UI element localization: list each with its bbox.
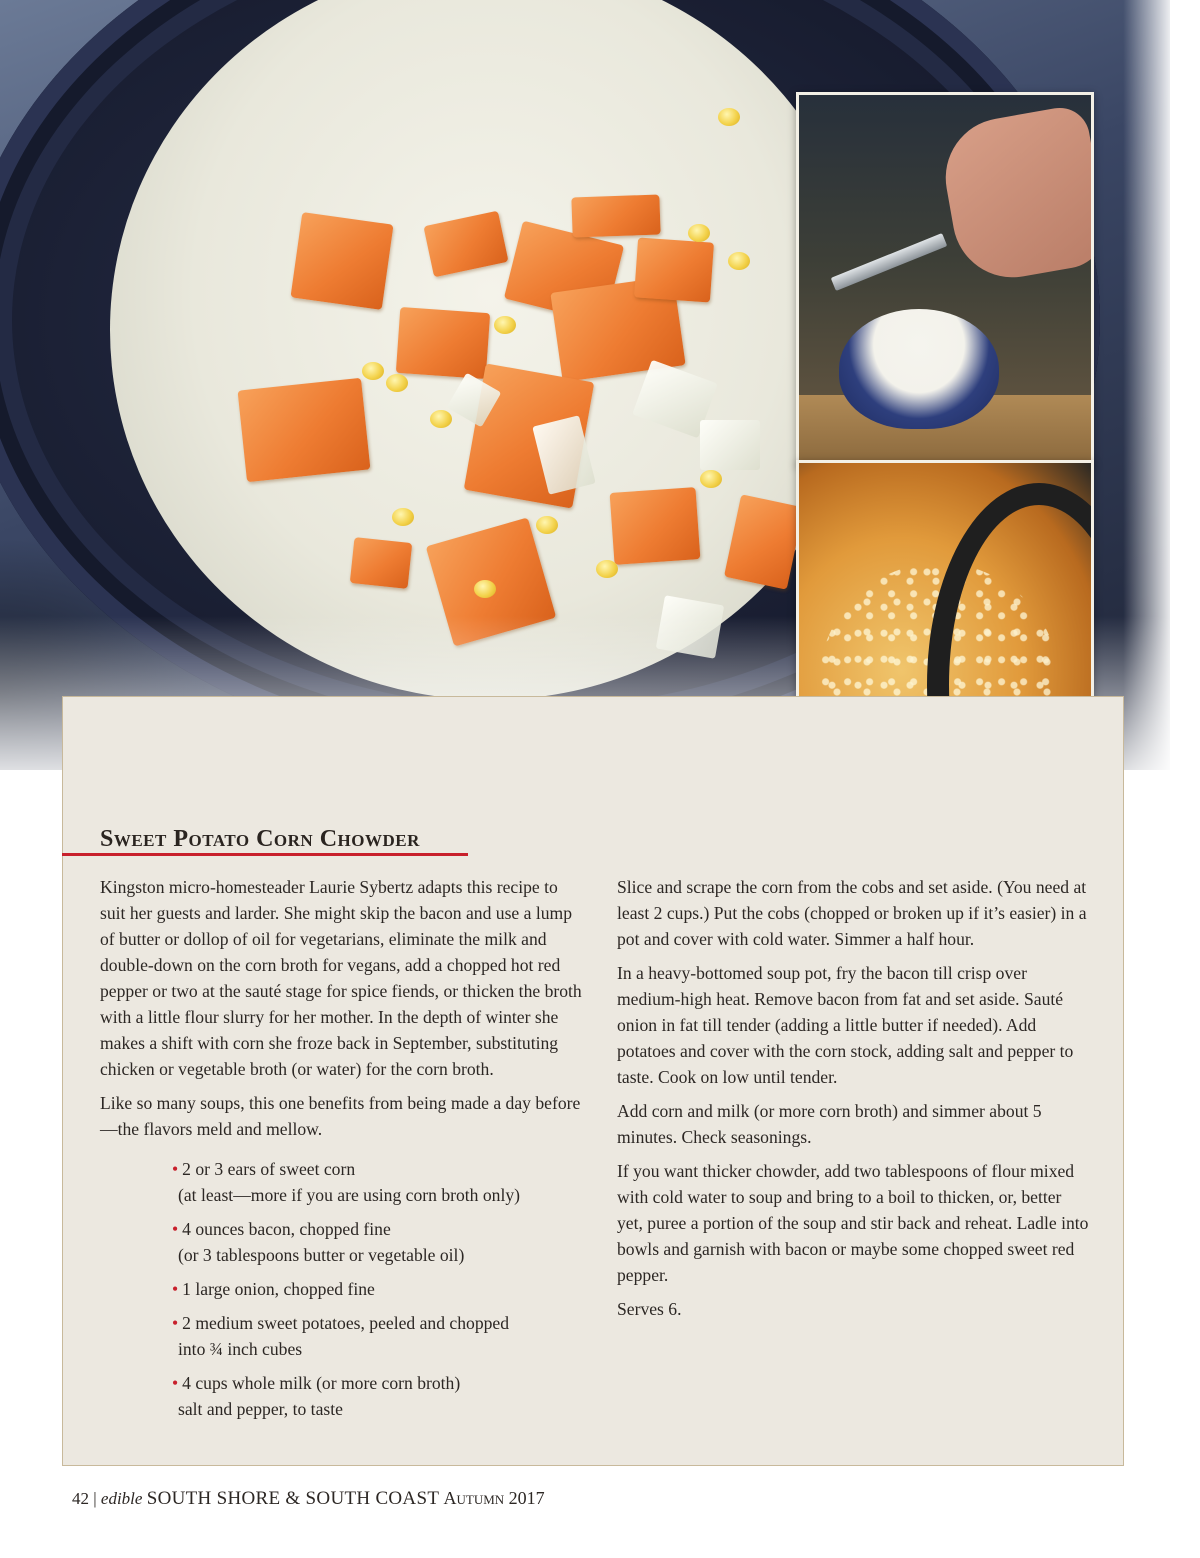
sweet-potato-chunk <box>634 237 714 302</box>
direction-paragraph: Add corn and milk (or more corn broth) and simmer about 5 minutes. Check seasonings. <box>617 1101 1042 1147</box>
corn-kernel <box>728 252 750 270</box>
corn-kernel <box>430 410 452 428</box>
ingredient-note: salt and pepper, to taste <box>178 1399 343 1419</box>
issue-label: Autumn 2017 <box>443 1488 545 1508</box>
corn-kernel <box>494 316 516 334</box>
ingredient-item <box>172 1216 582 1268</box>
direction-paragraph: Slice and scrape the corn from the cobs and set aside. (You need at least 2 cups.) Put the cobs (chopped or broken up if it’s easier) in a pot and cover with cold water. Simmer a half hour. <box>617 877 1087 949</box>
intro-paragraph: Kingston micro-homesteader Laurie Sybertz adapts this recipe to suit her guests and larder. She might skip the bacon and use a lump of butter or dollop of oil for vegetarians, eliminate the milk and double-down on the corn broth for vegans, add a chopped hot red pepper or two at the sauté stage for spice fiends, or thicken the broth with a little flour slurry for her mother. In the depth of winter she makes a shift with corn she froze back in September, substituting chicken or vegetable broth (or water) for the corn broth. <box>100 877 582 1079</box>
ingredient-note: (or 3 tablespoons butter or vegetable oil) <box>178 1245 465 1265</box>
bullet: • <box>172 1219 179 1239</box>
corn-kernel <box>536 516 558 534</box>
onion-piece <box>700 420 760 470</box>
ingredient-item <box>172 1310 582 1362</box>
corn-kernel <box>688 224 710 242</box>
ingredient-text: 2 medium sweet potatoes, peeled and chopped <box>182 1313 510 1333</box>
recipe-left-column <box>100 874 582 1430</box>
bullet: • <box>172 1373 179 1393</box>
knife <box>831 233 948 291</box>
ingredient-item <box>172 1156 582 1208</box>
sweet-potato-chunk <box>238 378 371 482</box>
corn-kernel <box>718 108 740 126</box>
page-number: 42 <box>72 1489 89 1508</box>
sweet-potato-chunk <box>571 194 660 237</box>
sweet-potato-chunk <box>396 307 490 379</box>
corn-kernel <box>362 362 384 380</box>
corn-kernel <box>700 470 722 488</box>
bullet: • <box>172 1313 179 1333</box>
ingredient-text: 4 ounces bacon, chopped fine <box>182 1219 391 1239</box>
footer-separator: | <box>93 1489 97 1508</box>
ingredient-text: 1 large onion, chopped fine <box>182 1279 375 1299</box>
recipe-title: Sweet Potato Corn Chowder <box>100 826 420 852</box>
direction-paragraph: In a heavy-bottomed soup pot, fry the bacon till crisp over medium-high heat. Remove bacon from fat and set aside. Sauté onion in fat till tender (adding a little butter if needed). Add potatoes and cover with the corn stock, adding salt and pepper to taste. Cook on low until tender. <box>617 963 1074 1087</box>
bullet: • <box>172 1279 179 1299</box>
ingredient-note: (at least—more if you are using corn broth only) <box>178 1185 521 1205</box>
corn-kernel <box>474 580 496 598</box>
servings: Serves 6. <box>617 1299 682 1319</box>
hand <box>936 103 1094 287</box>
brand-name: SOUTH SHORE & SOUTH COAST <box>146 1488 440 1509</box>
direction-paragraph: If you want thicker chowder, add two tablespoons of flour mixed with cold water to soup and bring to a boil to thicken, or, better yet, puree a portion of the soup and stir back and reheat. Ladle into bowls and garnish with bacon or maybe some chopped sweet red pepper. <box>617 1161 1089 1285</box>
ingredient-note: into ¾ inch cubes <box>178 1339 303 1359</box>
corn-kernel <box>386 374 408 392</box>
bundt-pan-with-corn <box>839 309 999 429</box>
corn-kernel <box>596 560 618 578</box>
intro-paragraph: Like so many soups, this one benefits from being made a day before—the flavors meld and mellow. <box>100 1093 581 1139</box>
ingredient-list <box>172 1156 582 1422</box>
inset-photo-scraping-corn <box>796 92 1094 466</box>
sweet-potato-chunk <box>290 212 393 310</box>
corn-kernel <box>392 508 414 526</box>
brand-prefix: edible <box>100 1489 143 1508</box>
ingredient-item <box>172 1370 582 1422</box>
recipe-right-column <box>617 874 1091 1330</box>
ingredient-item <box>172 1276 582 1302</box>
onion-piece <box>656 595 724 659</box>
page-footer <box>72 1488 545 1510</box>
ingredient-text: 4 cups whole milk (or more corn broth) <box>182 1373 461 1393</box>
bullet: • <box>172 1159 179 1179</box>
title-underline <box>62 853 468 856</box>
sweet-potato-chunk <box>350 537 412 589</box>
sweet-potato-chunk <box>610 487 701 565</box>
ingredient-text: 2 or 3 ears of sweet corn <box>182 1159 356 1179</box>
